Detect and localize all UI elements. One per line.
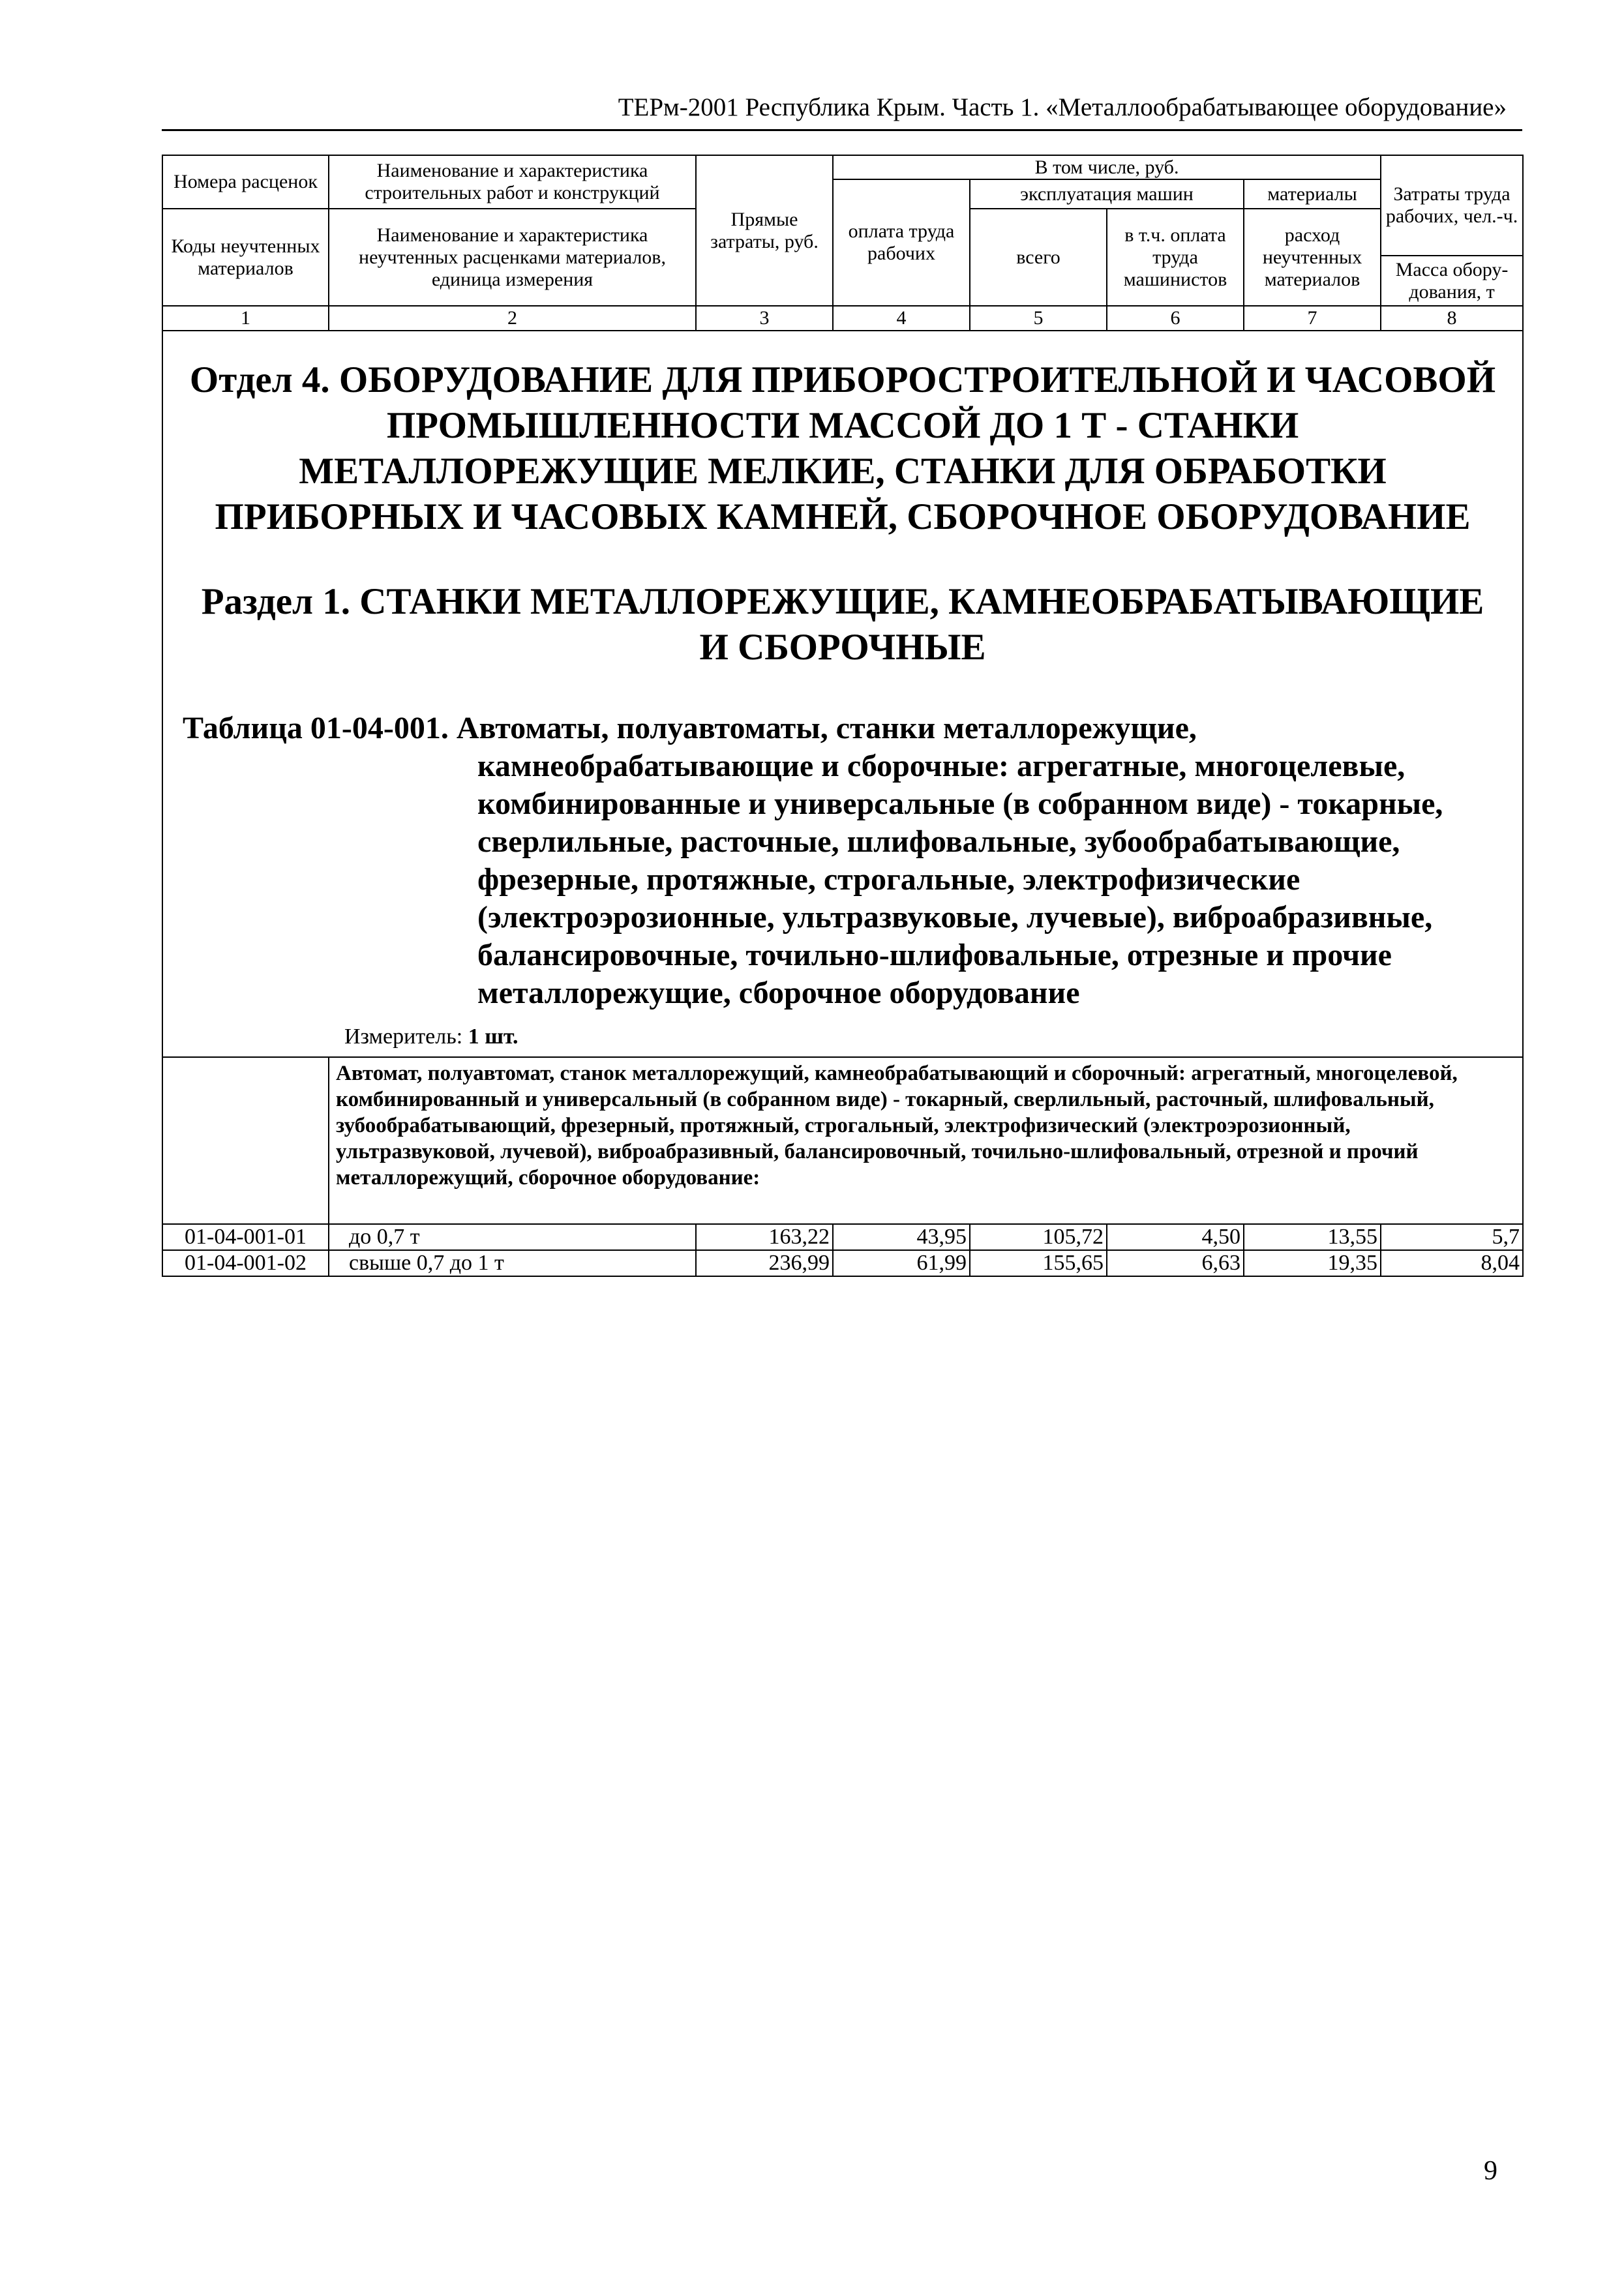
column-number: 4 — [833, 306, 970, 331]
header-group-materials: материалы — [1244, 179, 1381, 209]
direct-cost: 236,99 — [696, 1250, 833, 1276]
header-col8-bottom: Масса обору-дования, т — [1381, 256, 1523, 306]
table-row — [162, 1250, 1523, 1276]
materials-cost: 19,35 — [1244, 1250, 1381, 1276]
column-number: 5 — [970, 306, 1107, 331]
department-title: Отдел 4. ОБОРУДОВАНИЕ ДЛЯ ПРИБОРОСТРОИТЕЛЬНОЙ И ЧАСОВОЙ ПРОМЫШЛЕННОСТИ МАССОЙ ДО 1 Т - СТАНКИ МЕТАЛЛОРЕЖУЩИЕ МЕЛКИЕ, СТАНКИ ДЛЯ ОБРАБОТКИ ПРИБОРНЫХ И ЧАСОВЫХ КАМНЕЙ, СБОРОЧНОЕ ОБОРУДОВАНИЕ — [189, 359, 1496, 537]
column-number: 1 — [162, 306, 329, 331]
header-col3: Прямые затраты, руб. — [696, 155, 833, 306]
rates-table — [162, 155, 1524, 1277]
labor-cost: 43,95 — [833, 1224, 970, 1250]
header-col7: расход неучтенных материалов — [1244, 209, 1381, 306]
header-col8-top: Затраты труда рабочих, чел.-ч. — [1381, 155, 1523, 256]
header-group-incl: В том числе, руб. — [833, 155, 1381, 179]
header-rule — [162, 129, 1522, 131]
header-group-machines: эксплуатация машин — [970, 179, 1244, 209]
table-heading — [183, 710, 1483, 1012]
rate-code: 01-04-001-01 — [162, 1224, 329, 1250]
header-col2-bottom: Наименование и характеристика неучтенных расценками материалов, единица измерения — [329, 209, 696, 306]
measure-unit — [344, 1024, 1522, 1050]
table-title-first: Автоматы, полуавтоматы, станки металлорежущие, — [456, 711, 1197, 745]
column-number: 7 — [1244, 306, 1381, 331]
direct-cost: 163,22 — [696, 1224, 833, 1250]
page-number: 9 — [1484, 2156, 1497, 2186]
description-code-cell — [162, 1057, 329, 1224]
section-content — [162, 331, 1523, 1057]
rate-name: свыше 0,7 до 1 т — [329, 1250, 696, 1276]
header-col6: в т.ч. оплата труда машинистов — [1107, 209, 1244, 306]
header-col1-top: Номера расценок — [162, 155, 329, 209]
rate-name: до 0,7 т — [329, 1224, 696, 1250]
labor-hours: 5,7 — [1381, 1224, 1523, 1250]
materials-cost: 13,55 — [1244, 1224, 1381, 1250]
column-number: 3 — [696, 306, 833, 331]
column-number: 6 — [1107, 306, 1244, 331]
measure-unit-label: Измеритель: — [344, 1025, 463, 1049]
labor-hours: 8,04 — [1381, 1250, 1523, 1276]
measure-unit-value: 1 шт. — [468, 1025, 519, 1049]
machinists-cost: 6,63 — [1107, 1250, 1244, 1276]
description-text: Автомат, полуавтомат, станок металлорежущий, камнеобрабатывающий и сборочный: агрегатный, многоцелевой, комбинированный и универсальный (в собранном виде) - токарный, сверлильный, расточный, шлифовальный, зубообрабатывающий, фрезерный, протяжный, строгальный, электрофизический (электроэрозионный, ультразвуковой, лучевой), виброабразивный, балансировочный, точильно-шлифовальный, отрезной и прочий металлорежущий, сборочное оборудование: — [329, 1057, 1523, 1224]
header-col1-bottom: Коды неучтенных материалов — [162, 209, 329, 306]
running-header: ТЕРм-2001 Республика Крым. Часть 1. «Металлообрабатывающее оборудование» — [618, 93, 1507, 121]
machines-cost: 105,72 — [970, 1224, 1107, 1250]
table-row — [162, 1224, 1523, 1250]
header-col5: всего — [970, 209, 1107, 306]
table-number: Таблица 01-04-001. — [183, 711, 449, 745]
header-col4: оплата труда рабочих — [833, 179, 970, 306]
section-title: Раздел 1. СТАНКИ МЕТАЛЛОРЕЖУЩИЕ, КАМНЕОБРАБАТЫВАЮЩИЕ И СБОРОЧНЫЕ — [201, 581, 1484, 668]
machinists-cost: 4,50 — [1107, 1224, 1244, 1250]
labor-cost: 61,99 — [833, 1250, 970, 1276]
table-title-rest: камнеобрабатывающие и сборочные: агрегатные, многоцелевые, комбинированные и универсальные (в собранном виде) - токарные, сверлильные, расточные, шлифовальные, зубообрабатывающие, фрезерные, протяжные, строгальные, электрофизические (электроэрозионные, ультразвуковые, лучевые), виброабразивные, балансировочные, точильно-шлифовальные, отрезные и прочие металлорежущие, сборочное оборудование — [477, 749, 1443, 1010]
machines-cost: 155,65 — [970, 1250, 1107, 1276]
rate-code: 01-04-001-02 — [162, 1250, 329, 1276]
column-number: 8 — [1381, 306, 1523, 331]
column-number: 2 — [329, 306, 696, 331]
header-col2-top: Наименование и характеристика строительных работ и конструкций — [329, 155, 696, 209]
